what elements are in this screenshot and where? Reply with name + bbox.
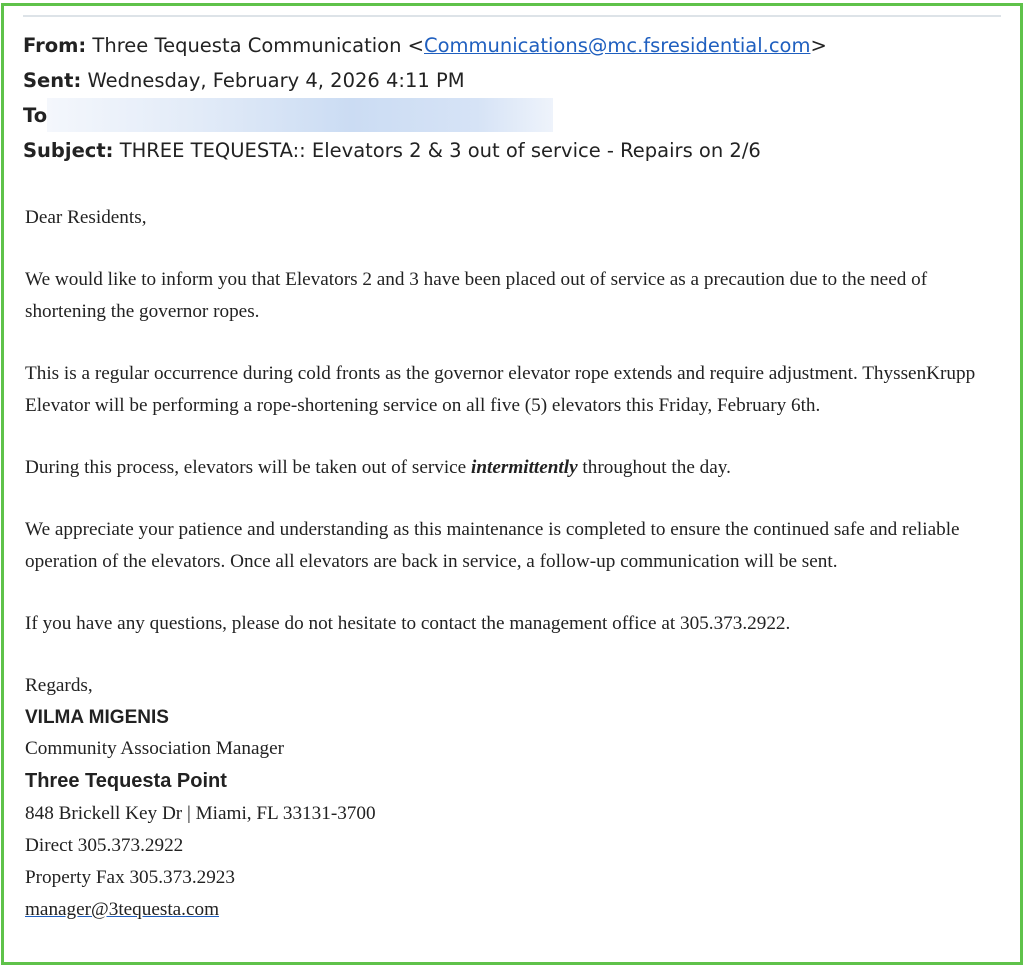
signature-organization: Three Tequesta Point	[25, 770, 227, 792]
email-body	[25, 202, 1005, 926]
signature-title: Community Association Manager	[25, 738, 285, 759]
paragraph-3-end: throughout the day.	[577, 457, 731, 478]
paragraph-2: This is a regular occurrence during cold fronts as the governor elevator rope extends and require adjustment. ThyssenKrupp Elevator will be performing a rope-shortening service on all five (5) elevators this Friday, February 6th.	[25, 363, 976, 416]
paragraph-3-emphasis: intermittently	[471, 457, 578, 478]
paragraph-4: We appreciate your patience and understanding as this maintenance is completed to ensure the continued safe and reliable operation of the elevators. Once all elevators are back in service, a follow-up communication will be sent.	[25, 519, 960, 572]
header-divider	[23, 15, 1001, 17]
from-email-open: <	[407, 34, 424, 57]
from-row	[23, 28, 827, 63]
email-headers	[23, 28, 827, 168]
signature-name: VILMA MIGENIS	[25, 707, 169, 728]
to-row	[23, 98, 827, 133]
signature-email-row	[25, 894, 1005, 926]
closing: Regards,	[25, 675, 93, 696]
subject-label: Subject:	[23, 139, 114, 162]
sent-row	[23, 63, 827, 98]
sent-label: Sent:	[23, 69, 82, 92]
from-email-link[interactable]: Communications@mc.fsresidential.com	[424, 34, 811, 57]
signature-fax: Property Fax 305.373.2923	[25, 867, 235, 888]
paragraph-3-start: During this process, elevators will be taken out of service	[25, 457, 471, 478]
signature-email-link[interactable]: manager@3tequesta.com	[25, 899, 220, 920]
subject-value: THREE TEQUESTA:: Elevators 2 & 3 out of service - Repairs on 2/6	[119, 139, 761, 162]
paragraph-3	[25, 452, 1005, 484]
sent-value: Wednesday, February 4, 2026 4:11 PM	[87, 69, 465, 92]
paragraph-1: We would like to inform you that Elevators 2 and 3 have been placed out of service as a precaution due to the need of shortening the governor ropes.	[25, 269, 928, 322]
from-name: Three Tequesta Communication	[92, 34, 402, 57]
signature-address: 848 Brickell Key Dr | Miami, FL 33131-3700	[25, 803, 376, 824]
signature-direct-phone: Direct 305.373.2922	[25, 835, 184, 856]
greeting: Dear Residents,	[25, 207, 147, 228]
paragraph-5: If you have any questions, please do not hesitate to contact the management office at 305.373.2922.	[25, 613, 791, 634]
from-label: From:	[23, 34, 87, 57]
email-frame	[1, 3, 1023, 965]
from-email-close: >	[810, 34, 827, 57]
redacted-recipient	[47, 98, 553, 132]
subject-row	[23, 133, 827, 168]
to-label: To	[23, 104, 48, 127]
